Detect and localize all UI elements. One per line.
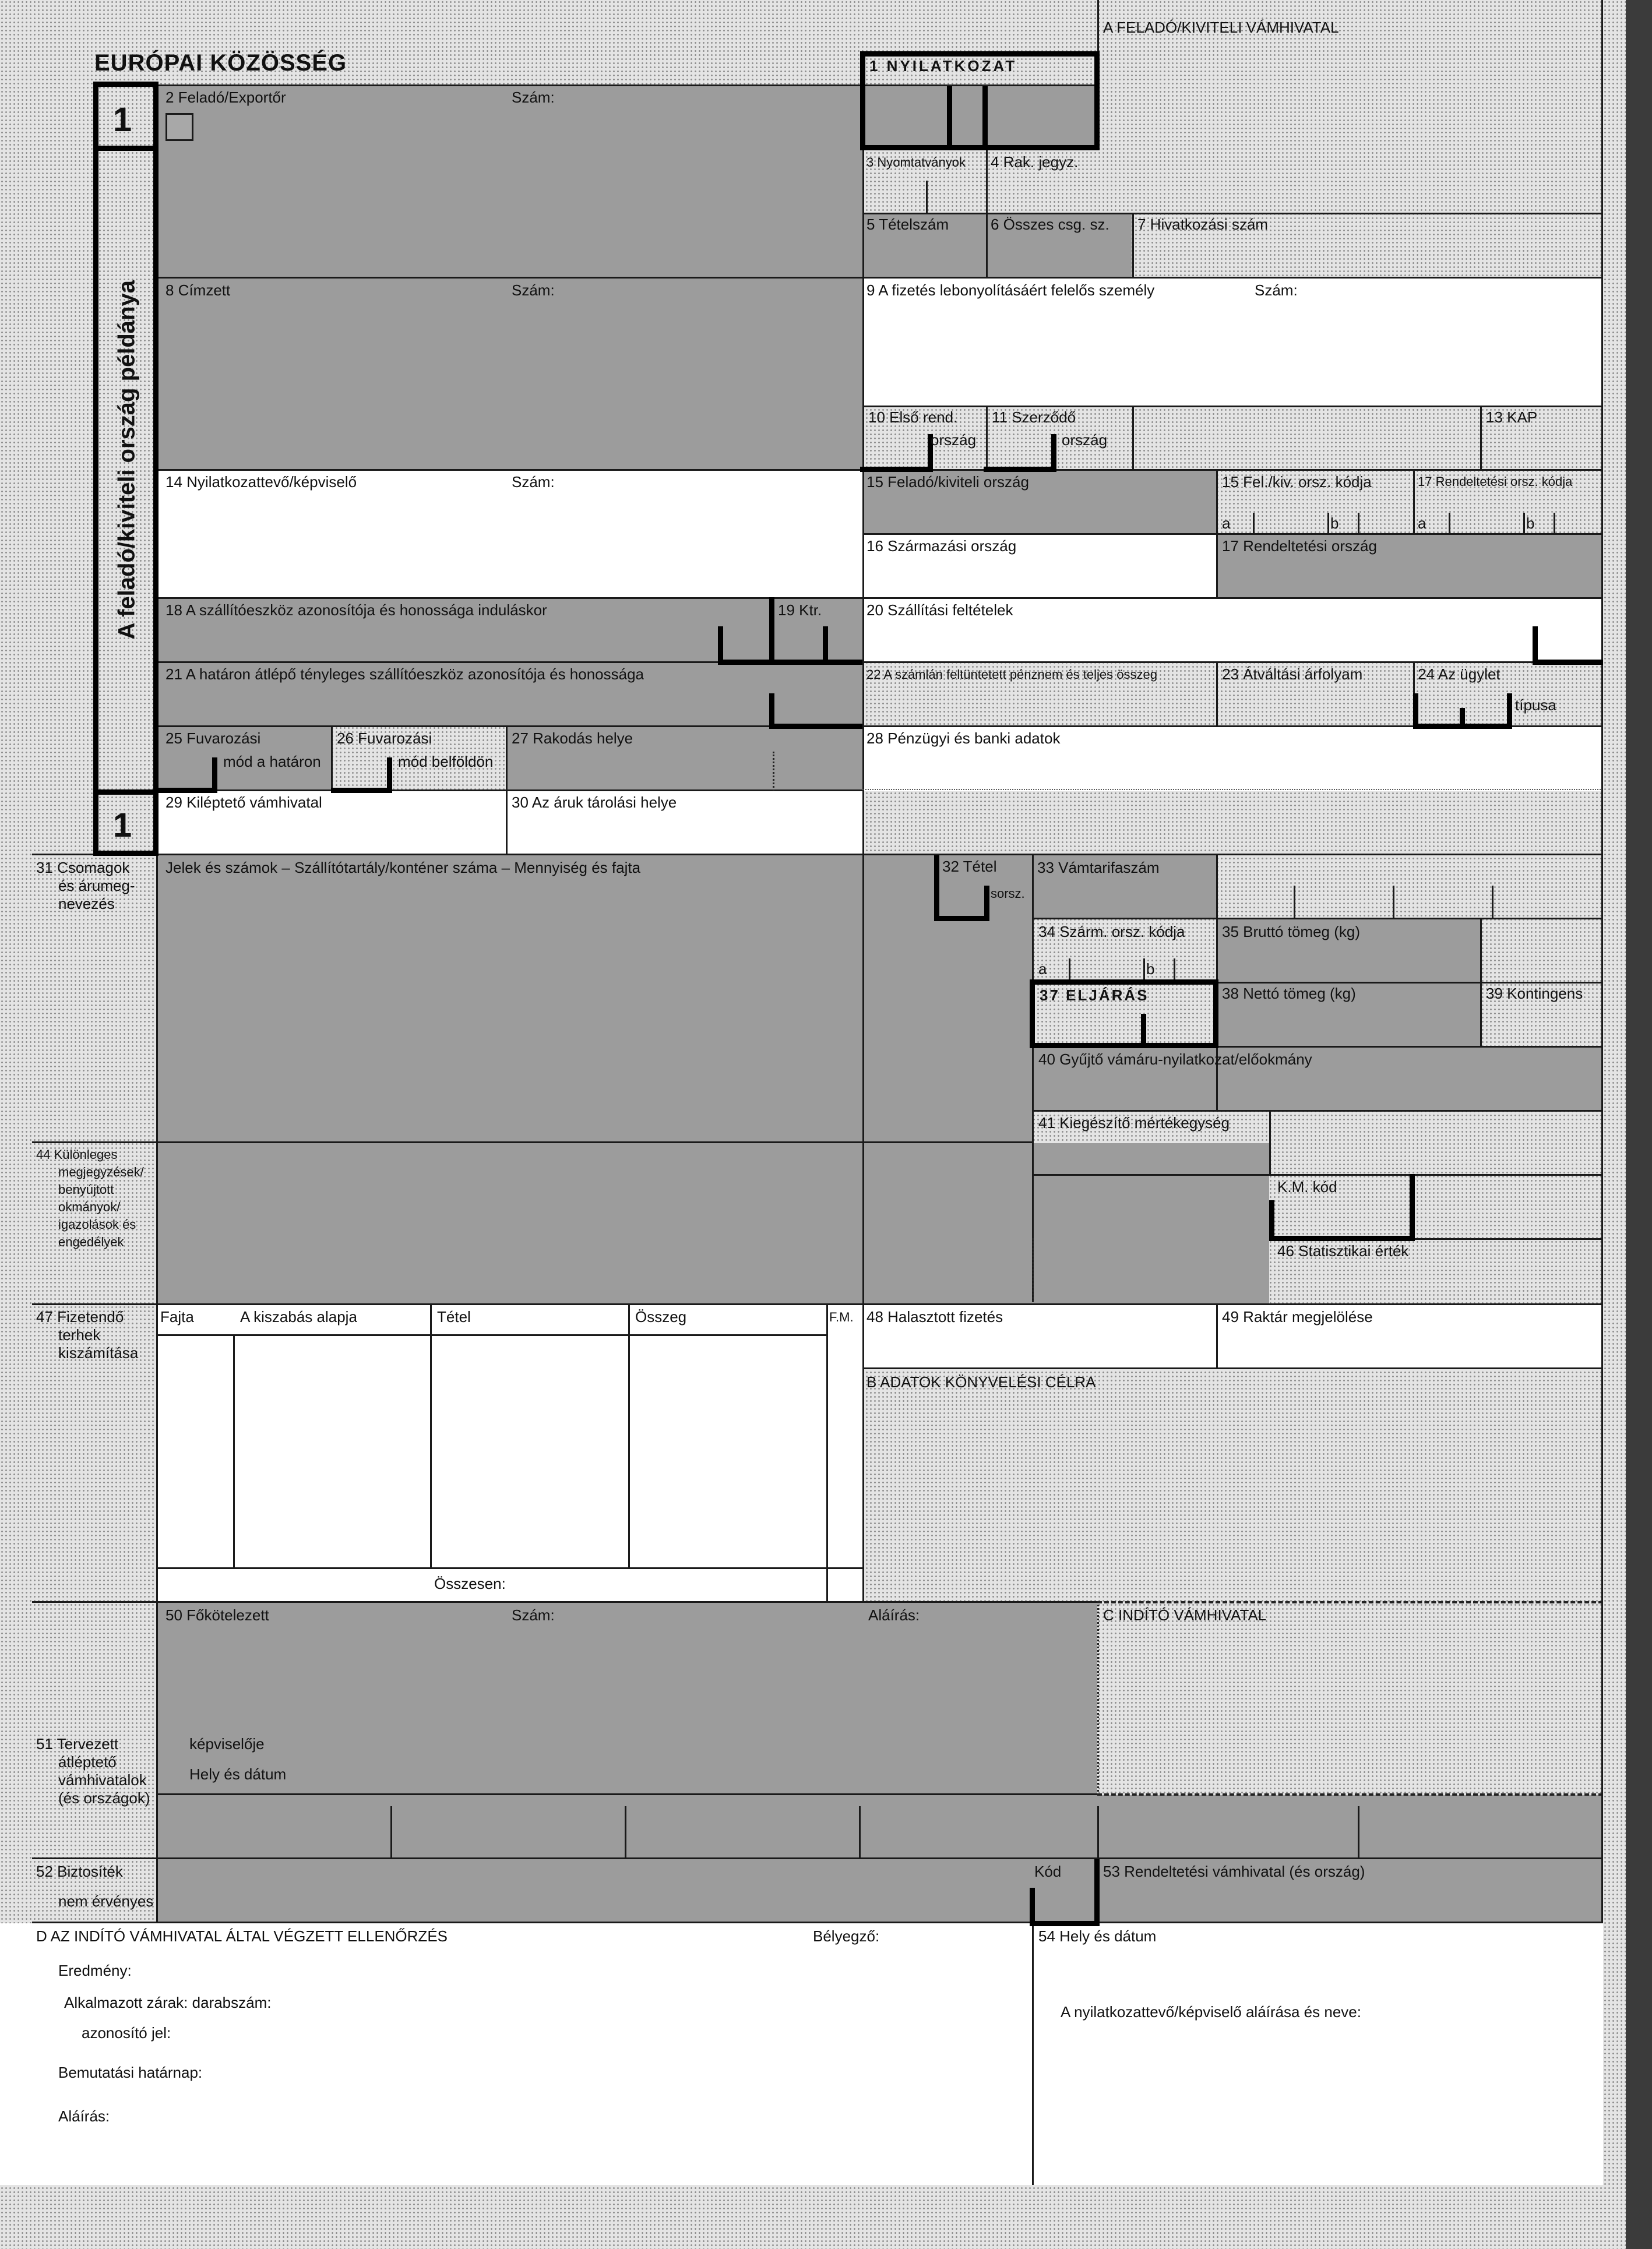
d-seals-id: azonosító jel: — [82, 2024, 171, 2042]
box-5-label: 5 Tételszám — [866, 216, 949, 233]
kod-label: Kód — [1034, 1863, 1062, 1880]
box-51-line-2: átléptető — [58, 1753, 117, 1771]
box-50-place-date: Hely és dátum — [189, 1765, 287, 1783]
box-50-representative: képviselője — [189, 1735, 265, 1753]
box-47-line-2: terhek — [58, 1326, 101, 1344]
d-result: Eredmény: — [58, 1962, 132, 1979]
box-11-sub: ország — [1062, 431, 1108, 449]
box-15-sub-b: b — [1330, 514, 1339, 532]
box-35-label: 35 Bruttó tömeg (kg) — [1222, 923, 1360, 940]
box-51-line-1: 51 Tervezett — [36, 1735, 119, 1753]
copy-number-bottom: 1 — [112, 806, 132, 844]
box-8-number-label: Szám: — [512, 281, 555, 299]
box-47-line-3: kiszámítása — [58, 1344, 139, 1362]
box-11-label: 11 Szerződő — [992, 408, 1076, 426]
box-34-sub-a: a — [1038, 960, 1047, 978]
box-28-label: 28 Pénzügyi és banki adatok — [866, 729, 1061, 747]
copy-number-top: 1 — [112, 100, 132, 139]
copy-side-label: A feladó/kiviteli ország példánya — [114, 280, 140, 640]
box-25-label: 25 Fuvarozási — [165, 729, 261, 747]
box-47-total-label: Összesen: — [434, 1575, 506, 1592]
box-26-label: 26 Fuvarozási — [337, 729, 432, 747]
box-52-sub: nem érvényes — [58, 1892, 154, 1910]
box-44-line-4: okmányok/ — [58, 1200, 121, 1214]
box-54-signature: A nyilatkozattevő/képviselő aláírása és neve: — [1061, 2003, 1361, 2021]
box-9-label: 9 A fizetés lebonyolításáért felelős személy — [866, 281, 1155, 299]
box-16-label: 16 Származási ország — [866, 537, 1017, 555]
box-48-label: 48 Halasztott fizetés — [866, 1308, 1003, 1326]
box-53-label: 53 Rendeltetési vámhivatal (és ország) — [1103, 1863, 1365, 1880]
box-50-area[interactable] — [156, 1603, 1097, 1795]
box-1-label: 1 NYILATKOZAT — [869, 57, 1017, 75]
d-deadline: Bemutatási határnap: — [58, 2064, 203, 2081]
box-17-sub-b: b — [1526, 514, 1535, 532]
box-52-area[interactable] — [156, 1859, 1603, 1923]
box-44-line-2: megjegyzések/ — [58, 1165, 144, 1179]
box-54-label: 54 Hely és dátum — [1038, 1927, 1157, 1945]
box-31-label-3: nevezés — [58, 895, 115, 912]
box-32-label: 32 Tétel — [942, 858, 997, 875]
box-44-line-3: benyújtott — [58, 1182, 114, 1197]
box-44-line-5: igazolások és — [58, 1217, 136, 1232]
box-38-label: 38 Nettó tömeg (kg) — [1222, 985, 1356, 1002]
box-b-label: B ADATOK KÖNYVELÉSI CÉLRA — [866, 1373, 1096, 1391]
exporter-checkbox[interactable] — [165, 113, 193, 141]
box-2-exporter-area[interactable] — [156, 86, 862, 277]
box-15-code-label: 15 Fel./kiv. orsz. kódja — [1222, 473, 1372, 491]
box-26-sub: mód belföldön — [398, 753, 494, 770]
box-10-label: 10 Első rend. — [868, 408, 958, 426]
box-41-label: 41 Kiegészítő mértékegység — [1038, 1114, 1230, 1131]
box-46-label: 46 Statisztikai érték — [1277, 1242, 1409, 1260]
box-18-label: 18 A szállítóeszköz azonosítója és honossága induláskor — [165, 601, 547, 619]
box-40-label: 40 Gyűjtő vámáru-nyilatkozat/előokmány — [1038, 1051, 1312, 1068]
box-17-code-label: 17 Rendeltetési orsz. kódja — [1418, 474, 1573, 489]
box-31-area[interactable] — [156, 855, 1032, 1143]
box-6-label: 6 Összes csg. sz. — [991, 216, 1109, 233]
box-50-number-label: Szám: — [512, 1606, 555, 1624]
box-19-label: 19 Ktr. — [778, 601, 822, 619]
box-31-label-2: és árumeg- — [58, 877, 135, 894]
box-47-col-amount: Összeg — [635, 1308, 687, 1326]
box-34-sub-b: b — [1146, 960, 1155, 978]
box-2-label: 2 Feladó/Exportőr — [165, 89, 286, 106]
scan-edge — [1626, 0, 1652, 2249]
km-code-label: K.M. kód — [1277, 1178, 1337, 1196]
box-23-label: 23 Átváltási árfolyam — [1222, 665, 1363, 683]
box-51-line-3: vámhivatalok — [58, 1771, 147, 1789]
box-14-label: 14 Nyilatkozattevő/képviselő — [165, 473, 357, 491]
box-31-desc: Jelek és számok – Szállítótartály/konténer száma – Mennyiség és fajta — [165, 859, 641, 876]
box-52-label: 52 Biztosíték — [36, 1863, 123, 1880]
box-49-label: 49 Raktár megjelölése — [1222, 1308, 1373, 1326]
box-21-label: 21 A határon átlépő tényleges szállítóeszköz azonosítója és honossága — [165, 665, 644, 683]
box-51-line-4: (és országok) — [58, 1789, 150, 1807]
box-31-label: 31 Csomagok — [36, 859, 130, 876]
box-50-signature-label: Aláírás: — [868, 1606, 920, 1624]
stamp-label: Bélyegző: — [813, 1927, 880, 1945]
box-13-label: 13 KAP — [1486, 408, 1538, 426]
box-2-number-label: Szám: — [512, 89, 555, 106]
box-8-consignee-area[interactable] — [156, 279, 862, 469]
box-a-label: A FELADÓ/KIVITELI VÁMHIVATAL — [1103, 19, 1339, 36]
d-seals-count: Alkalmazott zárak: darabszám: — [64, 1994, 272, 2011]
box-44-line-1: 44 Különleges — [36, 1147, 118, 1162]
box-47-col-base: A kiszabás alapja — [240, 1308, 357, 1326]
box-3-label: 3 Nyomtatványok — [866, 155, 966, 170]
box-34-label: 34 Szárm. orsz. kódja — [1038, 923, 1185, 940]
box-24-label: 24 Az ügylet — [1418, 665, 1500, 683]
box-51-area[interactable] — [156, 1795, 1603, 1859]
box-14-number-label: Szám: — [512, 473, 555, 491]
box-44-line-6: engedélyek — [58, 1235, 124, 1249]
box-20-label: 20 Szállítási feltételek — [866, 601, 1013, 619]
box-15-sub-a: a — [1222, 514, 1231, 532]
form-title: EURÓPAI KÖZÖSSÉG — [94, 50, 347, 76]
box-27-label: 27 Rakodás helye — [512, 729, 633, 747]
box-39-label: 39 Kontingens — [1486, 985, 1583, 1002]
box-24-sub: típusa — [1515, 696, 1556, 714]
box-47-col-fm: F.M. — [829, 1310, 854, 1324]
box-9-number-label: Szám: — [1255, 281, 1298, 299]
box-1-declaration-area[interactable] — [862, 86, 1097, 147]
box-17-sub-a: a — [1418, 514, 1426, 532]
box-10-sub: ország — [931, 431, 977, 449]
box-22-label: 22 A számlán feltüntetett pénznem és teljes összeg — [866, 667, 1157, 682]
box-44-area[interactable] — [156, 1143, 1269, 1305]
box-33-label: 33 Vámtarifaszám — [1037, 859, 1160, 876]
box-47-col-rate: Tétel — [437, 1308, 471, 1326]
box-47-col-type: Fajta — [160, 1308, 194, 1326]
d-signature: Aláírás: — [58, 2107, 110, 2125]
box-7-label: 7 Hivatkozási szám — [1137, 216, 1268, 233]
box-47-line-1: 47 Fizetendő — [36, 1308, 124, 1326]
box-37-label: 37 ELJÁRÁS — [1040, 986, 1149, 1004]
box-29-label: 29 Kiléptető vámhivatal — [165, 794, 322, 811]
box-c-label: C INDÍTÓ VÁMHIVATAL — [1103, 1606, 1267, 1624]
box-17-label: 17 Rendeltetési ország — [1222, 537, 1377, 555]
box-4-label: 4 Rak. jegyz. — [991, 153, 1079, 171]
box-d-label: D AZ INDÍTÓ VÁMHIVATAL ÁLTAL VÉGZETT ELLENŐRZÉS — [36, 1927, 448, 1945]
box-25-sub: mód a határon — [223, 753, 321, 770]
box-15-label: 15 Feladó/kiviteli ország — [866, 473, 1029, 491]
box-32-sub: sorsz. — [991, 886, 1025, 901]
box-50-label: 50 Főkötelezett — [165, 1606, 269, 1624]
box-30-label: 30 Az áruk tárolási helye — [512, 794, 677, 811]
box-8-label: 8 Címzett — [165, 281, 231, 299]
